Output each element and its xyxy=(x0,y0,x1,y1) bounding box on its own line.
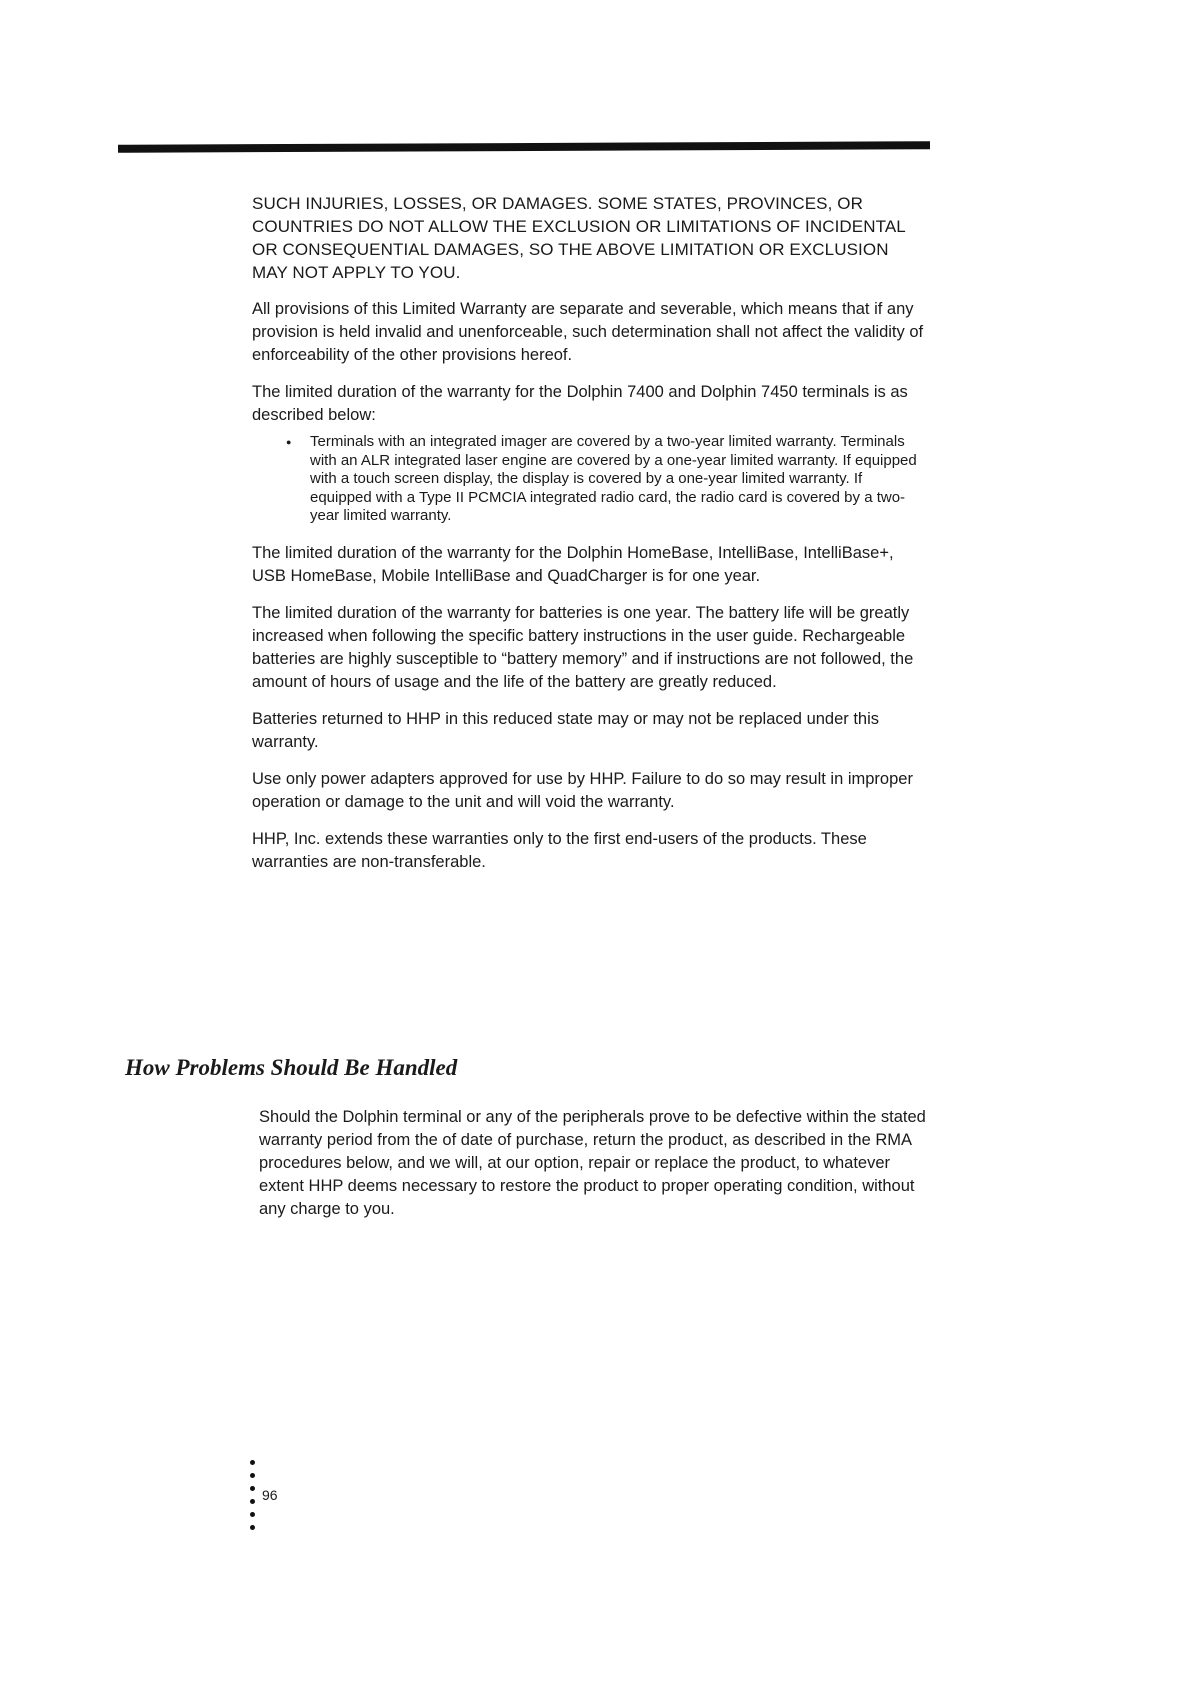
paragraph-dolphin-duration: The limited duration of the warranty for the Dolphin 7400 and Dolphin 7450 terminals is as described below: xyxy=(252,383,908,424)
dot-icon xyxy=(250,1473,255,1478)
caps-paragraph: SUCH INJURIES, LOSSES, OR DAMAGES. SOME STATES, PROVINCES, OR COUNTRIES DO NOT ALLOW THE EXCLUSION OR LIMITATIONS OF INCIDENTAL OR CONSEQUENTIAL DAMAGES, SO THE ABOVE LIMITATION OR EXCLUSION MAY NOT APPLY TO YOU. xyxy=(252,194,906,282)
footer-dots xyxy=(250,1460,256,1538)
dot-icon xyxy=(250,1460,255,1465)
page-number: 96 xyxy=(262,1487,278,1503)
paragraph-power-adapters: Use only power adapters approved for use by HHP. Failure to do so may result in improper operation or damage to the unit and will void the warranty. xyxy=(252,769,913,811)
top-rule xyxy=(118,141,930,153)
paragraph-battery-duration: The limited duration of the warranty for batteries is one year. The battery life will be greatly increased when following the specific battery instructions in the user guide. Rechargeable batteries are highly susceptible to “battery memory” and if instructions are not followed, the amount of hours of usage and the life of the battery are greatly reduced. xyxy=(252,603,914,691)
paragraph-problems: Should the Dolphin terminal or any of the peripherals prove to be defective within the stated warranty period from the of date of purchase, return the product, as described in the RMA procedures below, and we will, at our option, repair or replace the product, to whatever extent HHP deems necessary to restore the product to proper operating condition, without any charge to you. xyxy=(259,1108,926,1218)
dot-icon xyxy=(250,1512,255,1517)
paragraph-severability: All provisions of this Limited Warranty are separate and severable, which means that if any provision is held invalid and unenforceable, such determination shall not affect the validity of enforceability of the other provisions hereof. xyxy=(252,300,924,364)
dot-icon xyxy=(250,1486,255,1491)
paragraph-battery-returned: Batteries returned to HHP in this reduced state may or may not be replaced under this warranty. xyxy=(252,709,880,751)
dot-icon xyxy=(250,1499,255,1504)
section2-text-block xyxy=(259,1106,931,1235)
paragraph-end-users: HHP, Inc. extends these warranties only to the first end-users of the products. These warranties are non-transferable. xyxy=(252,829,867,871)
section-heading: How Problems Should Be Handled xyxy=(125,1055,458,1080)
bullet-terminals: ● Terminals with an integrated imager are covered by a two-year limited warranty. Terminals with an ALR integrated laser engine are covered by a one-year limited warranty. If equipped with a touch screen display, the display is covered by a one-year limited warranty. If equipped with a Type II PCMCIA integrated radio card, the radio card is covered by a two-year limited warranty. xyxy=(310,433,924,526)
bullet-list xyxy=(252,433,924,526)
dot-icon xyxy=(250,1525,255,1530)
warranty-text-block xyxy=(252,192,924,888)
paragraph-homebase-duration: The limited duration of the warranty for the Dolphin HomeBase, IntelliBase, IntelliBase+, USB HomeBase, Mobile IntelliBase and QuadCharger is for one year. xyxy=(252,543,894,585)
